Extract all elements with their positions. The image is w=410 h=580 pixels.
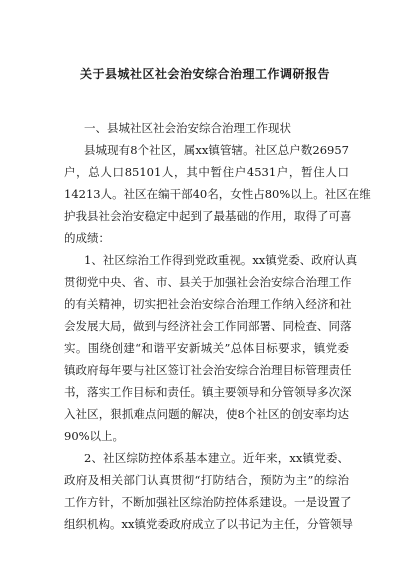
body-line: 实。围绕创建“和谐平安新城关”总体目标要求，镇党委 [64,341,349,355]
body-line: 14213人。社区在编干部40名，女性占80%以上。社区在维 [64,187,371,201]
body-line: 书，落实工作目标和责任。镇主要领导和分管领导多次深 [64,385,352,399]
body-line: 入社区，狠抓难点问题的解决，使8个社区的创安率均达 [64,407,349,421]
body-line: 护我县社会治安稳定中起到了最基础的作用，取得了可喜 [64,209,352,223]
body-line: 工作方针，不断加强社区综治防控体系建设。一是设置了 [64,495,352,509]
body-line: 贯彻党中央、省、市、县关于加强社会治安综合治理工作 [64,275,352,289]
body-line: 县城现有8个社区，属xx镇管辖。社区总户数26957 [84,143,349,157]
body-line: 镇政府每年要与社区签订社会治安综合治理目标管理责任 [64,363,352,377]
section-heading: 一、县城社区社会治安综合治理工作现状 [84,121,291,135]
body-line: 政府及相关部门认真贯彻“打防结合，预防为主”的综治 [64,473,349,487]
body-line: 2、社区综防控体系基本建立。近年来，xx镇党委、 [84,451,349,465]
body-line: 90%以上。 [64,429,125,443]
body-line: 组织机构。xx镇党委政府成立了以书记为主任，分管领导 [64,517,353,531]
body-line: 的成绩： [64,231,110,245]
body-line: 1、社区综治工作得到党政重视。xx镇党委、政府认真 [84,253,358,267]
body-line: 会发展大局，做到与经济社会工作同部署、同检查、同落 [64,319,352,333]
body-line: 的有关精神，切实把社会治安综合治理工作纳入经济和社 [64,297,352,311]
body-line: 户，总人口85101人，其中暂住户4531户，暂住人口 [64,165,349,179]
document-title: 关于县城社区社会治安综合治理工作调研报告 [79,67,330,81]
